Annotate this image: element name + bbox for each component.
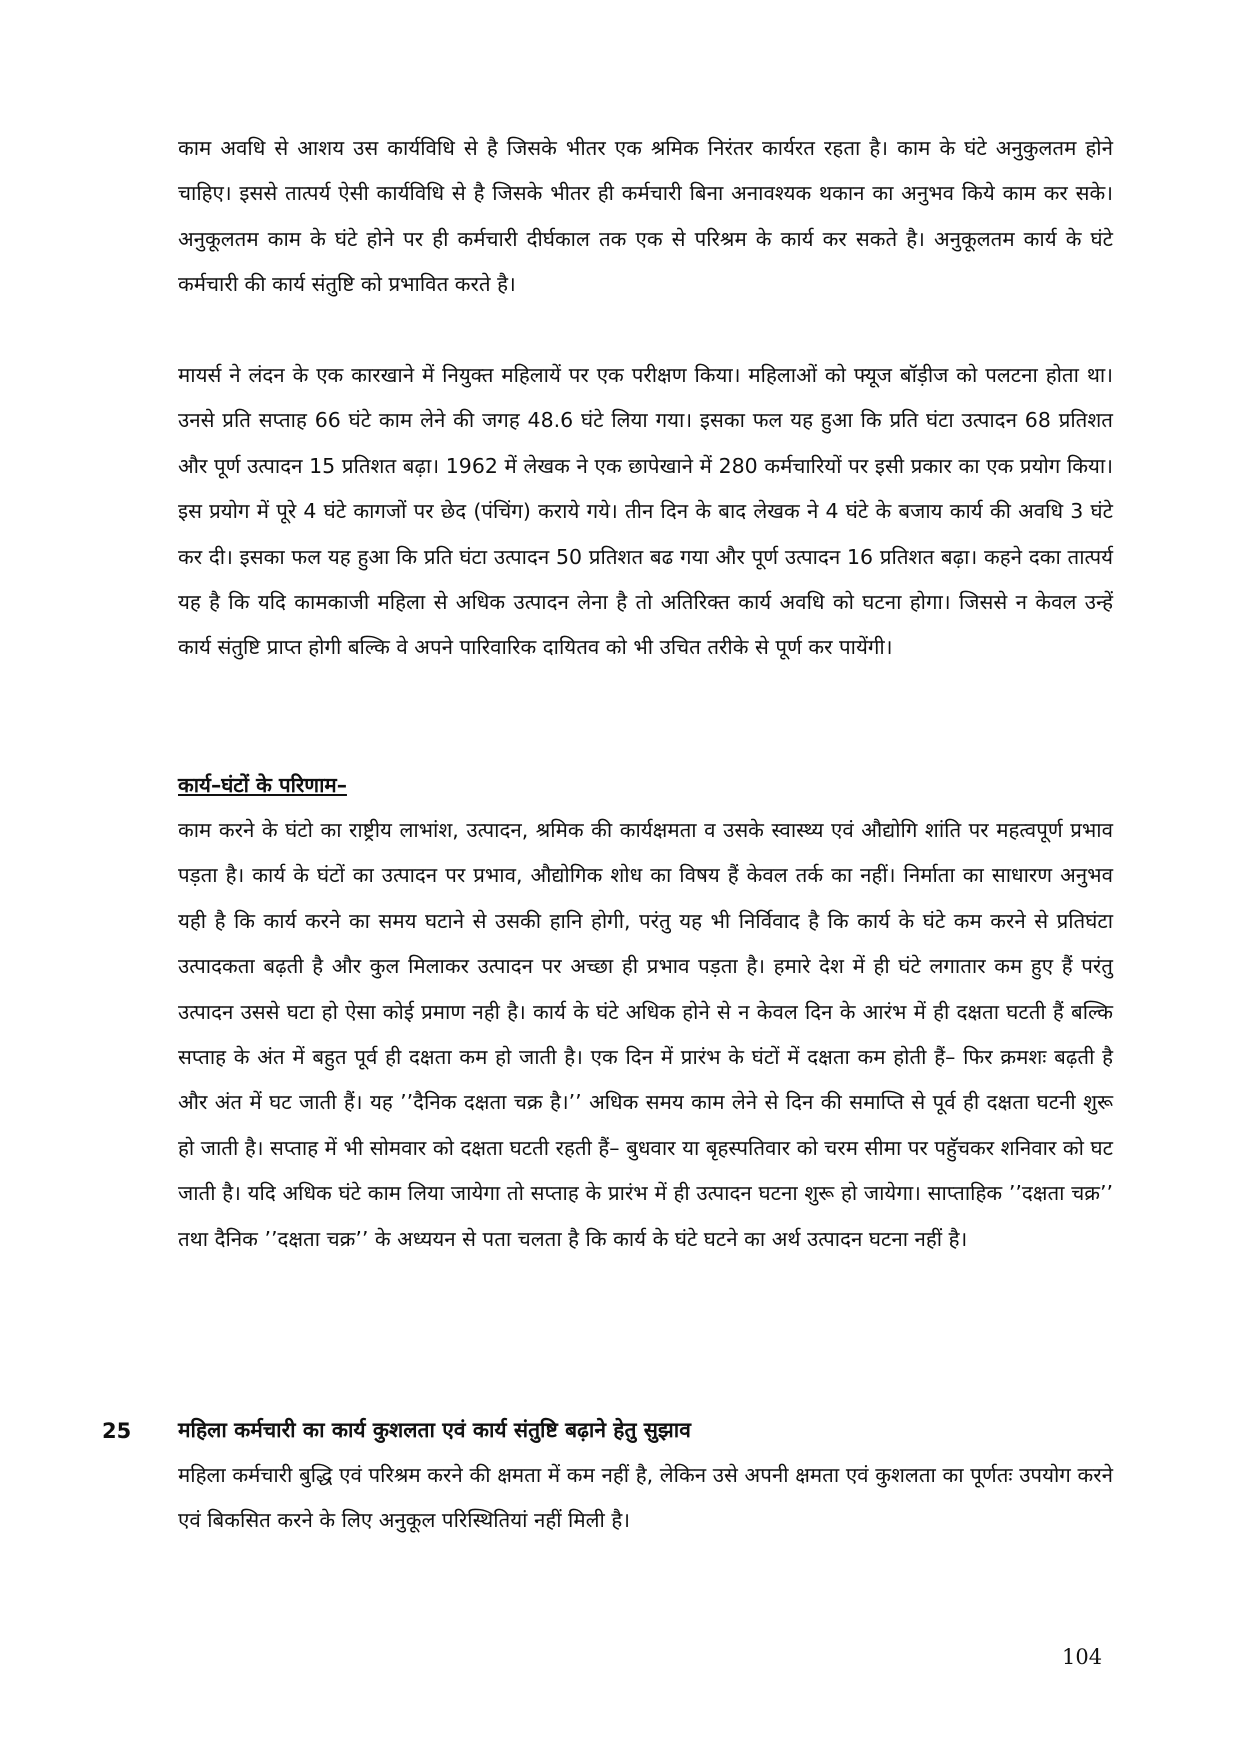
page-number: 104 [1062,1645,1103,1669]
paragraph-suggestions-intro: महिला कर्मचारी बुद्धि एवं परिश्रम करने की क्षमता में कम नहीं है, लेकिन उसे अपनी क्षमता एवं कुशलता का पूर्णतः उपयोग करने एवं बिकसित करने के लिए अनुकूल परिस्थितियां नहीं मिली है। [178,1463,1113,1533]
paragraph-work-duration: काम अवधि से आशय उस कार्यविधि से है जिसके भीतर एक श्रमिक निरंतर कार्यरत रहता है। काम के घंटे अनुकुलतम होने चाहिए। इससे तात्पर्य ऐसी कार्यविधि से है जिसके भीतर ही कर्मचारी बिना अनावश्यक थकान का अनुभव किये काम कर सके। अनुकूलतम काम के घंटे होने पर ही कर्मचारी दीर्घकाल तक एक से परिश्रम के कार्य कर सकते है। अनुकूलतम कार्य के घंटे कर्मचारी की कार्य संतुष्टि को प्रभावित करते है। [178,136,1113,297]
heading-work-hours-results: कार्य–घंटों के परिणाम– [178,773,347,797]
paragraph-myers-experiment: मायर्स ने लंदन के एक कारखाने में नियुक्त महिलायें पर एक परीक्षण किया। महिलाओं को फ्यूज बॉड़ीज को पलटना होता था। उनसे प्रति सप्ताह 66 घंटे काम लेने की जगह 48.6 घंटे लिया गया। इसका फल यह हुआ कि प्रति घंटा उत्पादन 68 प्रतिशत और पूर्ण उत्पादन 15 प्रतिशत बढ़ा। 1962 में लेखक ने एक छापेखाने में 280 कर्मचारियों पर इसी प्रकार का एक प्रयोग किया। इस प्रयोग में पूरे 4 घंटे कागजों पर छेद (पंचिंग) कराये गये। तीन दिन के बाद लेखक ने 4 घंटे के बजाय कार्य की अवधि 3 घंटे कर दी। इसका फल यह हुआ कि प्रति घंटा उत्पादन 50 प्रतिशत बढ गया और पूर्ण उत्पादन 16 प्रतिशत बढ़ा। कहने दका तात्पर्य यह है कि यदि कामकाजी महिला से अधिक उत्पादन लेना है तो अतिरिक्त कार्य अवधि को घटना होगा। जिससे न केवल उन्हें कार्य संतुष्टि प्राप्त होगी बल्कि वे अपने पारिवारिक दायितव को भी उचित तरीके से पूर्ण कर पायेंगी। [178,363,1113,660]
paragraph-work-hours-effects: काम करने के घंटो का राष्ट्रीय लाभांश, उत्पादन, श्रमिक की कार्यक्षमता व उसके स्वास्थ्य एवं औद्योगि शांति पर महत्वपूर्ण प्रभाव पड़ता है। कार्य के घंटों का उत्पादन पर प्रभाव, औद्योगिक शोध का विषय हैं केवल तर्क का नहीं। निर्माता का साधारण अनुभव यही है कि कार्य करने का समय घटाने से उसकी हानि होगी, परंतु यह भी निर्विवाद है कि कार्य के घंटे कम करने से प्रतिघंटा उत्पादकता बढ़ती है और कुल मिलाकर उत्पादन पर अच्छा ही प्रभाव पड़ता है। हमारे देश में ही घंटे लगातार कम हुए हैं परंतु उत्पादन उससे घटा हो ऐसा कोई प्रमाण नही है। कार्य के घंटे अधिक होने से न केवल दिन के आरंभ में ही दक्षता घटती हैं बल्कि सप्ताह के अंत में बहुत पूर्व ही दक्षता कम हो जाती है। एक दिन में प्रारंभ के घंटों में दक्षता कम होती हैं– फिर क्रमशः बढ़ती है और अंत में घट जाती हैं। यह ’’दैनिक दक्षता चक्र है।’’ अधिक समय काम लेने से दिन की समाप्ति से पूर्व ही दक्षता घटनी शुरू हो जाती है। सप्ताह में भी सोमवार को दक्षता घटती रहती हैं– बुधवार या बृहस्पतिवार को चरम सीमा पर पहुॅचकर शनिवार को घट जाती है। यदि अधिक घंटे काम लिया जायेगा तो सप्ताह के प्रारंभ में ही उत्पादन घटना शुरू हो जायेगा। साप्ताहिक ’’दक्षता चक्र’’ तथा दैनिक ’’दक्षता चक्र’’ के अध्ययन से पता चलता है कि कार्य के घंटे घटने का अर्थ उत्पादन घटना नहीं है। [178,818,1113,1251]
section-heading: महिला कर्मचारी का कार्य कुशलता एवं कार्य संतुष्टि बढ़ाने हेतु सुझाव [178,1418,691,1442]
section-number: 25 [102,1419,132,1443]
